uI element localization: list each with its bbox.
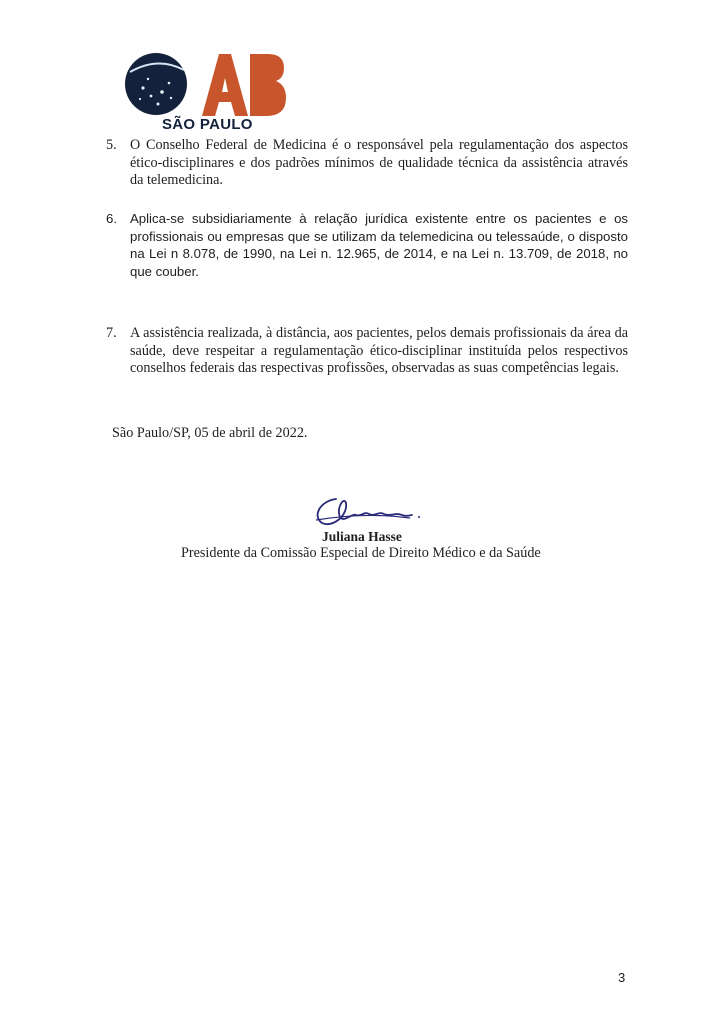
list-item	[106, 325, 628, 378]
item-text: O Conselho Federal de Medicina é o responsável pela regulamentação dos aspectos ético-disciplinares e dos padrões mínimos de qualidade técnica da assistência através da telemedicina.	[130, 137, 628, 189]
list-item	[106, 137, 628, 190]
oab-emblem-icon	[118, 48, 288, 118]
item-number: 7.	[106, 325, 117, 341]
list-item	[106, 210, 628, 280]
oab-logo	[118, 48, 288, 138]
item-text: A assistência realizada, à distância, aos pacientes, pelos demais profissionais da área da saúde, deve respeitar a regulamentação ético-disciplinar instituída pelos respectivos conselhos federais das respectivas profissões, observadas as suas competências legais.	[130, 325, 628, 377]
place-date: São Paulo/SP, 05 de abril de 2022.	[112, 425, 308, 441]
item-number: 6.	[106, 211, 117, 226]
signatory-role: Presidente da Comissão Especial de Direito Médico e da Saúde	[181, 545, 541, 561]
page-number: 3	[618, 970, 626, 985]
logo-subtitle: SÃO PAULO	[162, 116, 253, 133]
signatory-name: Juliana Hasse	[322, 529, 402, 544]
item-text: Aplica-se subsidiariamente à relação jurídica existente entre os pacientes e os profissionais ou empresas que se utilizam da telemedicina ou telessaúde, o disposto na Lei n 8.078, de 1990, na Lei n. 12.965, de 2014, e na Lei n. 13.709, de 2018, no que couber.	[130, 211, 628, 279]
signature-icon	[306, 492, 426, 532]
item-number: 5.	[106, 137, 117, 153]
